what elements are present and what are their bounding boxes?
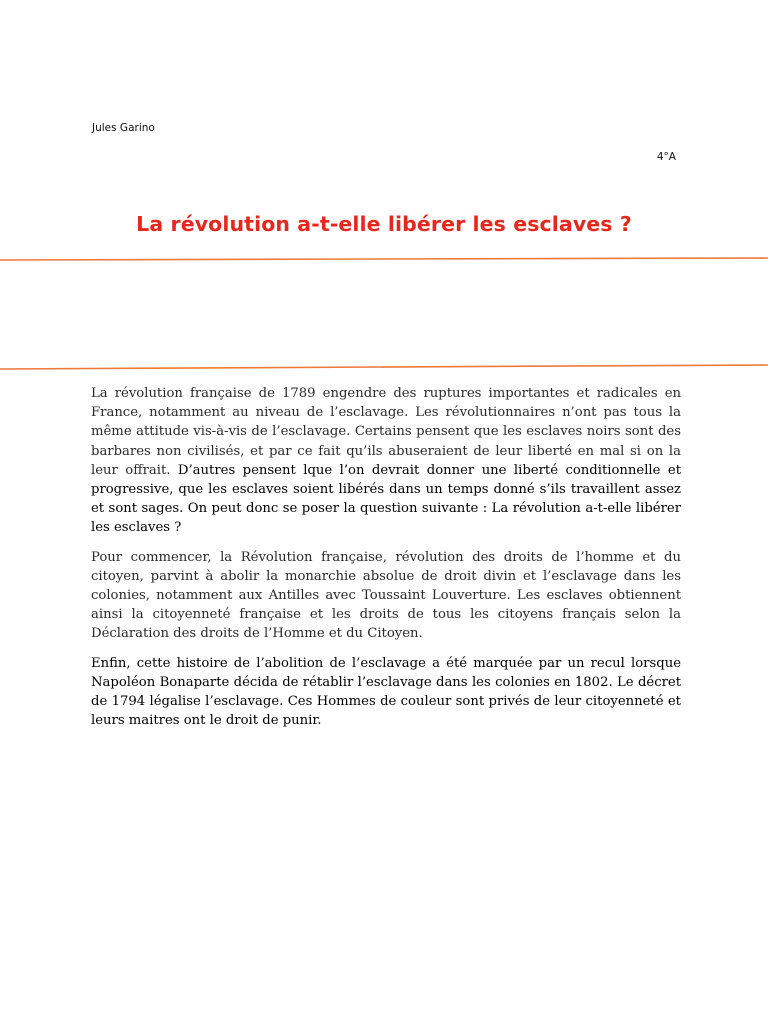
paragraph-development: Pour commencer, la Révolution française, révolution des droits de l’homme et du citoyen, parvint à abolir la monarchie absolue de droit divin et l’esclavage dans les colonies, notamment aux Antilles avec Toussaint Louverture. Les esclaves obtiennent ainsi la citoyenneté française et les droits de tous les citoyens français selon la Déclaration des droits de l’Homme et du Citoyen. [91, 549, 681, 642]
paragraph-intro-part1: La révolution française de 1789 engendre des ruptures importantes et radicales en France, notamment au niveau de l’esclavage. Les révolutionnaires n’ont pas tous la même attitude vis-à-vis de l’esclavage. Certains pensent que les esclaves noirs sont des barbares non civilisés, et par ce fait qu’ils abuseraient de leur liberté en mal si on la leur offrait. [91, 386, 681, 478]
author-name: Jules Garino [92, 122, 155, 134]
document-body [91, 384, 681, 740]
bottom-rule [0, 365, 768, 369]
document-title: La révolution a-t-elle libérer les esclaves ? [136, 212, 632, 236]
top-rule [0, 258, 768, 260]
paragraph-conclusion: Enfin, cette histoire de l’abolition de l’esclavage a été marquée par un recul lorsque Napoléon Bonaparte décida de rétablir l’esclavage dans les colonies en 1802. Le décret de 1794 légalise l’esclavage. Ces Hommes de couleur sont privés de leur citoyenneté et leurs maitres ont le droit de punir. [91, 655, 681, 729]
paragraph-intro-part2: D’autres pensent lque l’on devrait donner une liberté conditionnelle et progressive, que les esclaves soient libérés dans un temps donné s’ils travaillent assez et sont sages. On peut donc se poser la question suivante : [91, 462, 681, 517]
paragraph-intro-question: La révolution a-t-elle libérer les esclaves ? [91, 501, 681, 536]
class-label: 4°A [656, 151, 676, 163]
paragraph-intro [91, 384, 681, 538]
